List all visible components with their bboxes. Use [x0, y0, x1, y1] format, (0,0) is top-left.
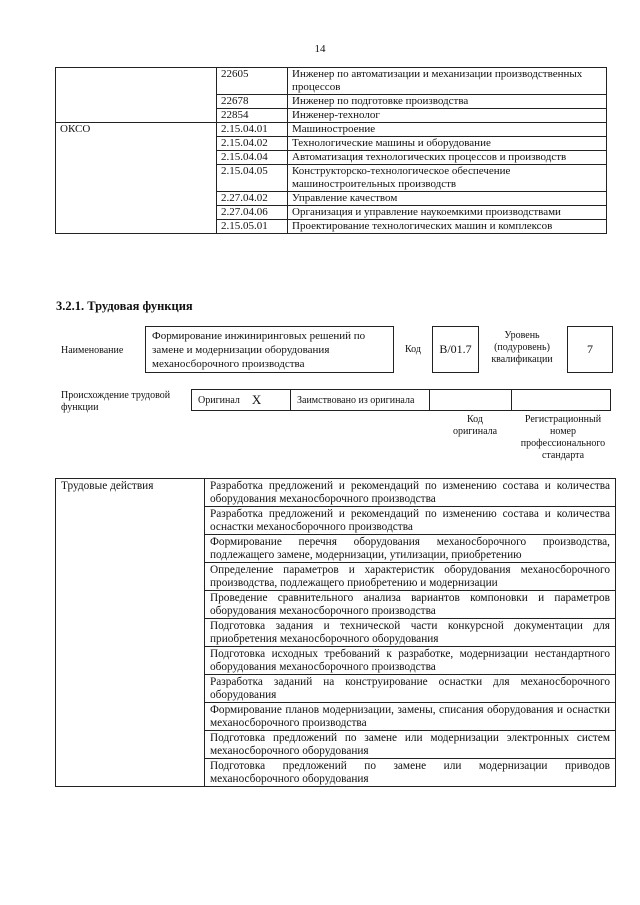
code-cell: 2.27.04.02 — [217, 192, 288, 206]
labor-action: Подготовка задания и технической части конкурсной документации для приобретения механосборочного оборудования — [205, 619, 616, 647]
code-cell: 22605 — [217, 68, 288, 95]
labor-action: Разработка предложений и рекомендаций по изменению состава и количества оснастки механосборочного производства — [205, 507, 616, 535]
qualification-level-label: Уровень (подуровень) квалификации — [491, 330, 553, 365]
labor-action: Формирование планов модернизации, замены, списания оборудования и оснастки механосборочного производства — [205, 703, 616, 731]
code-label: Код — [405, 344, 421, 355]
origin-borrowed-cell: Заимствовано из оригинала — [290, 389, 430, 411]
origin-reg-caption: Регистрационный номер профессионального стандарта — [520, 414, 606, 461]
code-cell: 2.15.04.02 — [217, 137, 288, 151]
classification-table — [55, 67, 607, 234]
name-cell: Инженер-технолог — [288, 109, 607, 123]
name-cell: Управление качеством — [288, 192, 607, 206]
origin-reg-cell — [511, 389, 611, 411]
labor-action: Подготовка исходных требований к разработке, модернизации нестандартного оборудования механосборочного производства — [205, 647, 616, 675]
labor-action: Разработка предложений и рекомендаций по изменению состава и количества оборудования механосборочного производства — [205, 479, 616, 507]
name-cell: Автоматизация технологических процессов и производств — [288, 151, 607, 165]
code-cell: 22854 — [217, 109, 288, 123]
labor-action: Подготовка предложений по замене или модернизации приводов механосборочного оборудования — [205, 759, 616, 787]
origin-row — [192, 389, 613, 411]
function-name-box: Формирование инжиниринговых решений по замене и модернизации оборудования механосборочного производства — [145, 326, 394, 373]
section-title: 3.2.1. Трудовая функция — [56, 299, 193, 313]
table-row — [56, 479, 616, 507]
labor-action: Разработка заданий на конструирование оснастки для механосборочного оборудования — [205, 675, 616, 703]
code-cell: 2.15.04.04 — [217, 151, 288, 165]
name-cell: Проектирование технологических машин и комплексов — [288, 220, 607, 234]
code-cell: 2.15.05.01 — [217, 220, 288, 234]
labor-actions-table — [55, 478, 616, 787]
name-cell: Организация и управление наукоемкими производствами — [288, 206, 607, 220]
classifier-cell: ОКСО — [56, 123, 217, 234]
classifier-cell — [56, 68, 217, 123]
origin-code-caption: Код оригинала — [452, 414, 498, 437]
labor-actions-header: Трудовые действия — [56, 479, 205, 787]
code-cell: 2.27.04.06 — [217, 206, 288, 220]
name-cell: Инженер по подготовке производства — [288, 95, 607, 109]
page-number: 14 — [314, 43, 326, 55]
labor-action: Проведение сравнительного анализа вариантов компоновки и параметров оборудования механосборочного производства — [205, 591, 616, 619]
name-cell: Технологические машины и оборудование — [288, 137, 607, 151]
origin-code-cell — [429, 389, 512, 411]
origin-mark: X — [251, 392, 262, 407]
origin-original-cell — [191, 389, 291, 411]
name-cell: Инженер по автоматизации и механизации производственных процессов — [288, 68, 607, 95]
name-label: Наименование — [61, 345, 124, 356]
qualification-level-box: 7 — [567, 326, 613, 373]
name-cell: Машиностроение — [288, 123, 607, 137]
name-cell: Конструкторско-технологическое обеспечение машиностроительных производств — [288, 165, 607, 192]
code-cell: 2.15.04.05 — [217, 165, 288, 192]
labor-action: Формирование перечня оборудования механосборочного производства, подлежащего замене, модернизации, утилизации, приобретению — [205, 535, 616, 563]
function-code-box: B/01.7 — [432, 326, 479, 373]
origin-label: Происхождение трудовой функции — [61, 390, 171, 413]
labor-action: Подготовка предложений по замене или модернизации электронных систем механосборочного оборудования — [205, 731, 616, 759]
code-cell: 2.15.04.01 — [217, 123, 288, 137]
code-cell: 22678 — [217, 95, 288, 109]
table-row — [56, 123, 607, 137]
table-row — [56, 68, 607, 95]
labor-action: Определение параметров и характеристик оборудования механосборочного производства, подлежащего приобретению и модернизации — [205, 563, 616, 591]
origin-original-label: Оригинал — [198, 394, 240, 406]
